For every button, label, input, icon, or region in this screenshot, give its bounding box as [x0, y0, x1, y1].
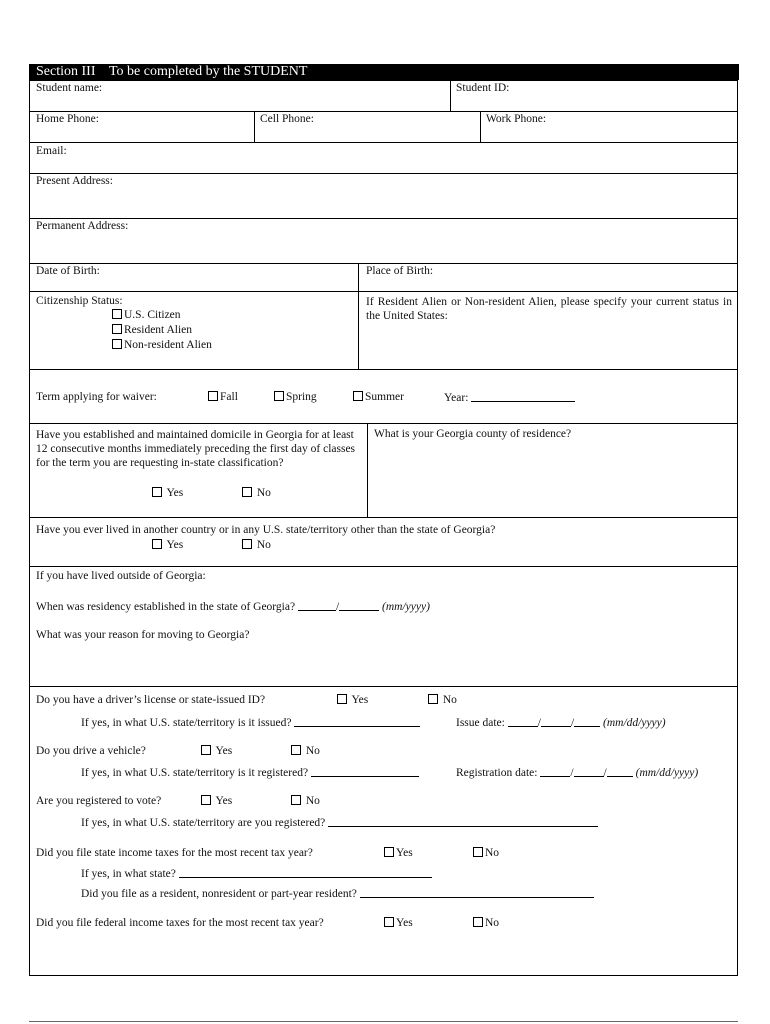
email-label: Email: [36, 145, 67, 157]
checkbox[interactable] [274, 391, 284, 401]
checkbox[interactable] [152, 539, 162, 549]
row-divider [29, 566, 738, 567]
student-id-label: Student ID: [456, 82, 510, 94]
checkbox[interactable] [242, 539, 252, 549]
citizenship-label: Citizenship Status: [36, 295, 123, 307]
federal-tax-yes-option[interactable]: Yes [384, 917, 413, 929]
alien-status-note: If Resident Alien or Non-resident Alien, please specify your current status in the United States: [366, 296, 732, 322]
row-divider [29, 218, 738, 219]
checkbox[interactable] [291, 745, 301, 755]
term-fall-option[interactable]: Fall [208, 391, 238, 403]
checkbox[interactable] [337, 694, 347, 704]
row-divider [29, 111, 738, 112]
day-line[interactable] [541, 716, 571, 727]
section-title: Section III [36, 64, 96, 79]
tax-state-line[interactable] [179, 867, 432, 878]
vote-yes-option[interactable]: Yes [201, 795, 232, 807]
term-summer-option[interactable]: Summer [353, 391, 404, 403]
nonresident-alien-option[interactable]: Non-resident Alien [112, 339, 212, 351]
section-subtitle: To be completed by the STUDENT [108, 64, 308, 79]
license-yes-option[interactable]: Yes [337, 694, 368, 706]
vote-no-option[interactable]: No [291, 795, 320, 807]
year-line[interactable] [574, 716, 600, 727]
state-tax-no-option[interactable]: No [473, 847, 499, 859]
footer-rule [29, 1021, 738, 1022]
checkbox[interactable] [112, 324, 122, 334]
row-divider [29, 369, 738, 370]
license-no-option[interactable]: No [428, 694, 457, 706]
license-question: Do you have a driver’s license or state-issued ID? [36, 694, 266, 706]
residency-type-line[interactable] [360, 887, 594, 898]
checkbox[interactable] [353, 391, 363, 401]
lived-no-option[interactable]: No [242, 539, 271, 551]
vehicle-state-field[interactable]: If yes, in what U.S. state/territory is it registered? [81, 766, 419, 779]
section-header [29, 64, 739, 80]
checkbox[interactable] [112, 309, 122, 319]
row-divider [29, 263, 738, 264]
pob-label: Place of Birth: [366, 265, 434, 277]
checkbox[interactable] [242, 487, 252, 497]
license-date-field[interactable]: Issue date: / / (mm/dd/yyyy) [456, 717, 666, 729]
row-divider [29, 291, 738, 292]
reason-question: What was your reason for moving to Georgia? [36, 629, 250, 641]
dob-label: Date of Birth: [36, 265, 100, 277]
checkbox[interactable] [291, 795, 301, 805]
domicile-no-option[interactable]: No [242, 487, 271, 499]
term-spring-option[interactable]: Spring [274, 391, 317, 403]
checkbox[interactable] [152, 487, 162, 497]
vehicle-yes-option[interactable]: Yes [201, 745, 232, 757]
residency-year-line[interactable] [339, 600, 379, 611]
federal-tax-question: Did you file federal income taxes for the most recent tax year? [36, 917, 324, 929]
year-line[interactable] [471, 391, 575, 402]
federal-tax-no-option[interactable]: No [473, 917, 499, 929]
citizen-option[interactable]: U.S. Citizen [112, 309, 181, 321]
month-line[interactable] [508, 716, 538, 727]
outside-heading: If you have lived outside of Georgia: [36, 570, 206, 582]
permanent-address-label: Permanent Address: [36, 220, 129, 232]
county-question: What is your Georgia county of residence? [374, 428, 572, 440]
residency-month-line[interactable] [298, 600, 336, 611]
lived-yes-option[interactable]: Yes [152, 539, 183, 551]
domicile-yes-option[interactable]: Yes [152, 487, 183, 499]
residency-type-field[interactable]: Did you file as a resident, nonresident or part-year resident? [81, 887, 594, 900]
present-address-label: Present Address: [36, 175, 113, 187]
row-divider [29, 686, 738, 687]
domicile-question: Have you established and maintained domicile in Georgia for at least 12 consecutive months immediately preceding the first day of classes for the term you are requesting in-state classification? [36, 429, 356, 469]
col-divider [358, 263, 359, 369]
row-divider [29, 173, 738, 174]
tax-state-field[interactable]: If yes, in what state? [81, 867, 432, 880]
row-divider [29, 142, 738, 143]
vehicle-question: Do you drive a vehicle? [36, 745, 146, 757]
checkbox[interactable] [208, 391, 218, 401]
license-state-field[interactable]: If yes, in what U.S. state/territory is it issued? [81, 716, 420, 729]
row-divider [29, 423, 738, 424]
col-divider [450, 80, 451, 111]
col-divider [254, 111, 255, 142]
student-name-label: Student name: [36, 82, 103, 94]
col-divider [480, 111, 481, 142]
checkbox[interactable] [112, 339, 122, 349]
registration-date-field[interactable]: Registration date: / / (mm/dd/yyyy) [456, 767, 699, 779]
work-phone-label: Work Phone: [486, 113, 547, 125]
license-state-line[interactable] [294, 716, 420, 727]
year-line[interactable] [607, 766, 633, 777]
vote-state-field[interactable]: If yes, in what U.S. state/territory are you registered? [81, 816, 598, 829]
checkbox[interactable] [473, 917, 483, 927]
term-year-field[interactable]: Year: [444, 391, 575, 404]
checkbox[interactable] [384, 917, 394, 927]
vote-question: Are you registered to vote? [36, 795, 162, 807]
vehicle-state-line[interactable] [311, 766, 419, 777]
residency-question: When was residency established in the state of Georgia? / (mm/yyyy) [36, 601, 430, 613]
checkbox[interactable] [384, 847, 394, 857]
vehicle-no-option[interactable]: No [291, 745, 320, 757]
state-tax-question: Did you file state income taxes for the most recent tax year? [36, 847, 313, 859]
vote-state-line[interactable] [328, 816, 598, 827]
checkbox[interactable] [201, 745, 211, 755]
lived-elsewhere-question: Have you ever lived in another country or in any U.S. state/territory other than the state of Georgia? [36, 524, 496, 536]
home-phone-label: Home Phone: [36, 113, 99, 125]
cell-phone-label: Cell Phone: [260, 113, 314, 125]
state-tax-yes-option[interactable]: Yes [384, 847, 413, 859]
checkbox[interactable] [201, 795, 211, 805]
resident-alien-option[interactable]: Resident Alien [112, 324, 192, 336]
day-line[interactable] [574, 766, 604, 777]
row-divider [29, 517, 738, 518]
term-label: Term applying for waiver: [36, 391, 157, 403]
checkbox[interactable] [428, 694, 438, 704]
month-line[interactable] [540, 766, 570, 777]
checkbox[interactable] [473, 847, 483, 857]
col-divider [367, 423, 368, 517]
